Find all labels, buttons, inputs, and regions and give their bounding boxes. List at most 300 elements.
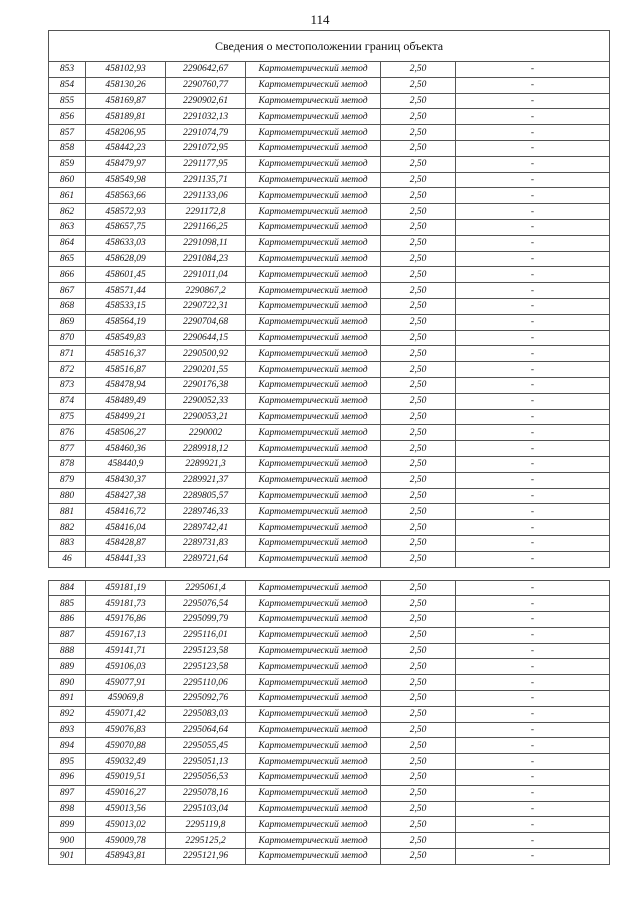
- point-number-cell: 874: [49, 393, 86, 409]
- method-cell: Картометрический метод: [246, 535, 381, 551]
- method-cell: Картометрический метод: [246, 596, 381, 612]
- point-number-cell: 875: [49, 409, 86, 425]
- x-coordinate-cell: 459013,56: [86, 801, 166, 817]
- accuracy-cell: 2,50: [381, 580, 456, 596]
- description-cell: -: [456, 109, 610, 125]
- table-title-row: [49, 31, 610, 62]
- table-row: [49, 580, 610, 596]
- point-number-cell: 892: [49, 706, 86, 722]
- x-coordinate-cell: 458657,75: [86, 219, 166, 235]
- method-cell: Картометрический метод: [246, 520, 381, 536]
- description-cell: -: [456, 283, 610, 299]
- table-row: [49, 849, 610, 865]
- method-cell: Картометрический метод: [246, 817, 381, 833]
- method-cell: Картометрический метод: [246, 488, 381, 504]
- table-row: [49, 109, 610, 125]
- y-coordinate-cell: 2289921,37: [166, 472, 246, 488]
- method-cell: Картометрический метод: [246, 627, 381, 643]
- method-cell: Картометрический метод: [246, 172, 381, 188]
- y-coordinate-cell: 2295061,4: [166, 580, 246, 596]
- y-coordinate-cell: 2290176,38: [166, 377, 246, 393]
- y-coordinate-cell: 2289731,83: [166, 535, 246, 551]
- y-coordinate-cell: 2295078,16: [166, 785, 246, 801]
- table-row: [49, 425, 610, 441]
- point-number-cell: 856: [49, 109, 86, 125]
- x-coordinate-cell: 458533,15: [86, 298, 166, 314]
- point-number-cell: 863: [49, 219, 86, 235]
- description-cell: -: [456, 627, 610, 643]
- accuracy-cell: 2,50: [381, 456, 456, 472]
- method-cell: Картометрический метод: [246, 377, 381, 393]
- table-row: [49, 817, 610, 833]
- accuracy-cell: 2,50: [381, 754, 456, 770]
- accuracy-cell: 2,50: [381, 706, 456, 722]
- method-cell: Картометрический метод: [246, 738, 381, 754]
- point-number-cell: 891: [49, 691, 86, 707]
- y-coordinate-cell: 2291098,11: [166, 235, 246, 251]
- description-cell: -: [456, 409, 610, 425]
- accuracy-cell: 2,50: [381, 551, 456, 567]
- table-row: [49, 204, 610, 220]
- table-row: [49, 456, 610, 472]
- description-cell: -: [456, 691, 610, 707]
- y-coordinate-cell: 2289721,64: [166, 551, 246, 567]
- accuracy-cell: 2,50: [381, 833, 456, 849]
- y-coordinate-cell: 2290642,67: [166, 62, 246, 78]
- y-coordinate-cell: 2289746,33: [166, 504, 246, 520]
- point-number-cell: 890: [49, 675, 86, 691]
- x-coordinate-cell: 459181,19: [86, 580, 166, 596]
- point-number-cell: 884: [49, 580, 86, 596]
- point-number-cell: 853: [49, 62, 86, 78]
- x-coordinate-cell: 458441,33: [86, 551, 166, 567]
- accuracy-cell: 2,50: [381, 330, 456, 346]
- x-coordinate-cell: 459141,71: [86, 643, 166, 659]
- description-cell: -: [456, 488, 610, 504]
- table-row: [49, 488, 610, 504]
- description-cell: -: [456, 125, 610, 141]
- table-title: Сведения о местоположении границ объекта: [49, 31, 610, 62]
- point-number-cell: 870: [49, 330, 86, 346]
- point-number-cell: 895: [49, 754, 86, 770]
- description-cell: -: [456, 612, 610, 628]
- table-row: [49, 283, 610, 299]
- x-coordinate-cell: 459106,03: [86, 659, 166, 675]
- description-cell: -: [456, 267, 610, 283]
- method-cell: Картометрический метод: [246, 504, 381, 520]
- x-coordinate-cell: 458564,19: [86, 314, 166, 330]
- table-row: [49, 535, 610, 551]
- description-cell: -: [456, 520, 610, 536]
- accuracy-cell: 2,50: [381, 140, 456, 156]
- x-coordinate-cell: 458506,27: [86, 425, 166, 441]
- point-number-cell: 893: [49, 722, 86, 738]
- method-cell: Картометрический метод: [246, 204, 381, 220]
- description-cell: -: [456, 188, 610, 204]
- table-row: [49, 346, 610, 362]
- accuracy-cell: 2,50: [381, 125, 456, 141]
- accuracy-cell: 2,50: [381, 722, 456, 738]
- description-cell: -: [456, 596, 610, 612]
- x-coordinate-cell: 459016,27: [86, 785, 166, 801]
- x-coordinate-cell: 458428,87: [86, 535, 166, 551]
- accuracy-cell: 2,50: [381, 393, 456, 409]
- table-row: [49, 62, 610, 78]
- y-coordinate-cell: 2295076,54: [166, 596, 246, 612]
- method-cell: Картометрический метод: [246, 62, 381, 78]
- x-coordinate-cell: 459076,83: [86, 722, 166, 738]
- accuracy-cell: 2,50: [381, 172, 456, 188]
- description-cell: -: [456, 785, 610, 801]
- method-cell: Картометрический метод: [246, 643, 381, 659]
- point-number-cell: 861: [49, 188, 86, 204]
- method-cell: Картометрический метод: [246, 691, 381, 707]
- y-coordinate-cell: 2290052,33: [166, 393, 246, 409]
- point-number-cell: 869: [49, 314, 86, 330]
- coordinates-sheet: [48, 30, 609, 865]
- method-cell: Картометрический метод: [246, 551, 381, 567]
- point-number-cell: 898: [49, 801, 86, 817]
- point-number-cell: 854: [49, 77, 86, 93]
- x-coordinate-cell: 458516,37: [86, 346, 166, 362]
- y-coordinate-cell: 2290704,68: [166, 314, 246, 330]
- method-cell: Картометрический метод: [246, 188, 381, 204]
- accuracy-cell: 2,50: [381, 425, 456, 441]
- accuracy-cell: 2,50: [381, 817, 456, 833]
- table-row: [49, 140, 610, 156]
- method-cell: Картометрический метод: [246, 77, 381, 93]
- x-coordinate-cell: 459176,86: [86, 612, 166, 628]
- method-cell: Картометрический метод: [246, 425, 381, 441]
- y-coordinate-cell: 2290002: [166, 425, 246, 441]
- table-row: [49, 188, 610, 204]
- table-row: [49, 738, 610, 754]
- point-number-cell: 881: [49, 504, 86, 520]
- table-row: [49, 267, 610, 283]
- point-number-cell: 896: [49, 770, 86, 786]
- method-cell: Картометрический метод: [246, 93, 381, 109]
- accuracy-cell: 2,50: [381, 77, 456, 93]
- accuracy-cell: 2,50: [381, 346, 456, 362]
- accuracy-cell: 2,50: [381, 362, 456, 378]
- description-cell: -: [456, 425, 610, 441]
- accuracy-cell: 2,50: [381, 109, 456, 125]
- accuracy-cell: 2,50: [381, 627, 456, 643]
- accuracy-cell: 2,50: [381, 535, 456, 551]
- accuracy-cell: 2,50: [381, 472, 456, 488]
- point-number-cell: 865: [49, 251, 86, 267]
- accuracy-cell: 2,50: [381, 675, 456, 691]
- y-coordinate-cell: 2290644,15: [166, 330, 246, 346]
- y-coordinate-cell: 2295064,64: [166, 722, 246, 738]
- point-number-cell: 860: [49, 172, 86, 188]
- point-number-cell: 873: [49, 377, 86, 393]
- accuracy-cell: 2,50: [381, 504, 456, 520]
- accuracy-cell: 2,50: [381, 298, 456, 314]
- point-number-cell: 857: [49, 125, 86, 141]
- table-row: [49, 362, 610, 378]
- table-row: [49, 219, 610, 235]
- point-number-cell: 885: [49, 596, 86, 612]
- description-cell: -: [456, 393, 610, 409]
- x-coordinate-cell: 459070,88: [86, 738, 166, 754]
- point-number-cell: 900: [49, 833, 86, 849]
- x-coordinate-cell: 458628,09: [86, 251, 166, 267]
- description-cell: -: [456, 643, 610, 659]
- point-number-cell: 897: [49, 785, 86, 801]
- description-cell: -: [456, 722, 610, 738]
- description-cell: -: [456, 754, 610, 770]
- method-cell: Картометрический метод: [246, 267, 381, 283]
- method-cell: Картометрический метод: [246, 441, 381, 457]
- description-cell: -: [456, 472, 610, 488]
- y-coordinate-cell: 2295099,79: [166, 612, 246, 628]
- description-cell: -: [456, 551, 610, 567]
- y-coordinate-cell: 2290902,61: [166, 93, 246, 109]
- description-cell: -: [456, 330, 610, 346]
- y-coordinate-cell: 2290201,55: [166, 362, 246, 378]
- description-cell: -: [456, 441, 610, 457]
- method-cell: Картометрический метод: [246, 409, 381, 425]
- y-coordinate-cell: 2295123,58: [166, 643, 246, 659]
- x-coordinate-cell: 459167,13: [86, 627, 166, 643]
- x-coordinate-cell: 459069,8: [86, 691, 166, 707]
- description-cell: -: [456, 314, 610, 330]
- x-coordinate-cell: 458478,94: [86, 377, 166, 393]
- table-row: [49, 675, 610, 691]
- point-number-cell: 855: [49, 93, 86, 109]
- accuracy-cell: 2,50: [381, 612, 456, 628]
- x-coordinate-cell: 458130,26: [86, 77, 166, 93]
- x-coordinate-cell: 458169,87: [86, 93, 166, 109]
- method-cell: Картометрический метод: [246, 785, 381, 801]
- x-coordinate-cell: 459019,51: [86, 770, 166, 786]
- accuracy-cell: 2,50: [381, 251, 456, 267]
- accuracy-cell: 2,50: [381, 488, 456, 504]
- method-cell: Картометрический метод: [246, 722, 381, 738]
- point-number-cell: 862: [49, 204, 86, 220]
- table-row: [49, 596, 610, 612]
- accuracy-cell: 2,50: [381, 188, 456, 204]
- accuracy-cell: 2,50: [381, 409, 456, 425]
- x-coordinate-cell: 459009,78: [86, 833, 166, 849]
- method-cell: Картометрический метод: [246, 456, 381, 472]
- x-coordinate-cell: 459071,42: [86, 706, 166, 722]
- x-coordinate-cell: 458206,95: [86, 125, 166, 141]
- method-cell: Картометрический метод: [246, 849, 381, 865]
- description-cell: -: [456, 93, 610, 109]
- description-cell: -: [456, 204, 610, 220]
- accuracy-cell: 2,50: [381, 596, 456, 612]
- accuracy-cell: 2,50: [381, 738, 456, 754]
- point-number-cell: 880: [49, 488, 86, 504]
- point-number-cell: 46: [49, 551, 86, 567]
- point-number-cell: 889: [49, 659, 86, 675]
- description-cell: -: [456, 346, 610, 362]
- y-coordinate-cell: 2291032,13: [166, 109, 246, 125]
- accuracy-cell: 2,50: [381, 283, 456, 299]
- accuracy-cell: 2,50: [381, 156, 456, 172]
- table-row: [49, 612, 610, 628]
- description-cell: -: [456, 817, 610, 833]
- accuracy-cell: 2,50: [381, 849, 456, 865]
- x-coordinate-cell: 458516,87: [86, 362, 166, 378]
- table-row: [49, 77, 610, 93]
- description-cell: -: [456, 456, 610, 472]
- point-number-cell: 901: [49, 849, 86, 865]
- method-cell: Картометрический метод: [246, 219, 381, 235]
- x-coordinate-cell: 458479,97: [86, 156, 166, 172]
- description-cell: -: [456, 504, 610, 520]
- y-coordinate-cell: 2295092,76: [166, 691, 246, 707]
- y-coordinate-cell: 2291133,06: [166, 188, 246, 204]
- x-coordinate-cell: 458416,04: [86, 520, 166, 536]
- y-coordinate-cell: 2295110,06: [166, 675, 246, 691]
- point-number-cell: 872: [49, 362, 86, 378]
- section-separator: [49, 567, 610, 580]
- x-coordinate-cell: 458460,36: [86, 441, 166, 457]
- method-cell: Картометрический метод: [246, 251, 381, 267]
- table-row: [49, 409, 610, 425]
- description-cell: -: [456, 770, 610, 786]
- accuracy-cell: 2,50: [381, 377, 456, 393]
- y-coordinate-cell: 2295123,58: [166, 659, 246, 675]
- point-number-cell: 883: [49, 535, 86, 551]
- table-row: [49, 627, 610, 643]
- method-cell: Картометрический метод: [246, 472, 381, 488]
- description-cell: -: [456, 675, 610, 691]
- x-coordinate-cell: 458572,93: [86, 204, 166, 220]
- accuracy-cell: 2,50: [381, 770, 456, 786]
- point-number-cell: 859: [49, 156, 86, 172]
- method-cell: Картометрический метод: [246, 314, 381, 330]
- method-cell: Картометрический метод: [246, 235, 381, 251]
- accuracy-cell: 2,50: [381, 235, 456, 251]
- y-coordinate-cell: 2289918,12: [166, 441, 246, 457]
- table-row: [49, 643, 610, 659]
- method-cell: Картометрический метод: [246, 140, 381, 156]
- table-row: [49, 833, 610, 849]
- description-cell: -: [456, 62, 610, 78]
- description-cell: -: [456, 849, 610, 865]
- method-cell: Картометрический метод: [246, 298, 381, 314]
- method-cell: Картометрический метод: [246, 675, 381, 691]
- x-coordinate-cell: 458499,21: [86, 409, 166, 425]
- y-coordinate-cell: 2290760,77: [166, 77, 246, 93]
- method-cell: Картометрический метод: [246, 754, 381, 770]
- table-row: [49, 441, 610, 457]
- y-coordinate-cell: 2291166,25: [166, 219, 246, 235]
- table-row: [49, 330, 610, 346]
- point-number-cell: 882: [49, 520, 86, 536]
- table-row: [49, 125, 610, 141]
- separator-cell: [49, 567, 610, 580]
- description-cell: -: [456, 235, 610, 251]
- accuracy-cell: 2,50: [381, 441, 456, 457]
- description-cell: -: [456, 140, 610, 156]
- accuracy-cell: 2,50: [381, 267, 456, 283]
- y-coordinate-cell: 2295056,53: [166, 770, 246, 786]
- y-coordinate-cell: 2295125,2: [166, 833, 246, 849]
- page-number: 114: [310, 12, 330, 27]
- y-coordinate-cell: 2295103,04: [166, 801, 246, 817]
- x-coordinate-cell: 458442,23: [86, 140, 166, 156]
- x-coordinate-cell: 458102,93: [86, 62, 166, 78]
- description-cell: -: [456, 535, 610, 551]
- point-number-cell: 888: [49, 643, 86, 659]
- description-cell: -: [456, 801, 610, 817]
- y-coordinate-cell: 2295121,96: [166, 849, 246, 865]
- table-row: [49, 706, 610, 722]
- description-cell: -: [456, 77, 610, 93]
- table-row: [49, 520, 610, 536]
- table-row: [49, 754, 610, 770]
- accuracy-cell: 2,50: [381, 204, 456, 220]
- accuracy-cell: 2,50: [381, 643, 456, 659]
- accuracy-cell: 2,50: [381, 219, 456, 235]
- y-coordinate-cell: 2289921,3: [166, 456, 246, 472]
- description-cell: -: [456, 251, 610, 267]
- description-cell: -: [456, 833, 610, 849]
- y-coordinate-cell: 2291177,95: [166, 156, 246, 172]
- point-number-cell: 899: [49, 817, 86, 833]
- table-row: [49, 314, 610, 330]
- description-cell: -: [456, 298, 610, 314]
- y-coordinate-cell: 2291172,8: [166, 204, 246, 220]
- description-cell: -: [456, 219, 610, 235]
- accuracy-cell: 2,50: [381, 62, 456, 78]
- description-cell: -: [456, 172, 610, 188]
- table-row: [49, 251, 610, 267]
- point-number-cell: 878: [49, 456, 86, 472]
- table-row: [49, 691, 610, 707]
- x-coordinate-cell: 459032,49: [86, 754, 166, 770]
- y-coordinate-cell: 2295119,8: [166, 817, 246, 833]
- method-cell: Картометрический метод: [246, 393, 381, 409]
- description-cell: -: [456, 738, 610, 754]
- point-number-cell: 868: [49, 298, 86, 314]
- x-coordinate-cell: 458430,37: [86, 472, 166, 488]
- x-coordinate-cell: 458601,45: [86, 267, 166, 283]
- accuracy-cell: 2,50: [381, 314, 456, 330]
- y-coordinate-cell: 2295051,13: [166, 754, 246, 770]
- accuracy-cell: 2,50: [381, 520, 456, 536]
- method-cell: Картометрический метод: [246, 801, 381, 817]
- x-coordinate-cell: 458563,66: [86, 188, 166, 204]
- x-coordinate-cell: 458943,81: [86, 849, 166, 865]
- point-number-cell: 864: [49, 235, 86, 251]
- y-coordinate-cell: 2291011,04: [166, 267, 246, 283]
- y-coordinate-cell: 2290500,92: [166, 346, 246, 362]
- y-coordinate-cell: 2290053,21: [166, 409, 246, 425]
- point-number-cell: 877: [49, 441, 86, 457]
- method-cell: Картометрический метод: [246, 125, 381, 141]
- table-row: [49, 172, 610, 188]
- accuracy-cell: 2,50: [381, 659, 456, 675]
- method-cell: Картометрический метод: [246, 362, 381, 378]
- y-coordinate-cell: 2295055,45: [166, 738, 246, 754]
- table-row: [49, 235, 610, 251]
- description-cell: -: [456, 156, 610, 172]
- method-cell: Картометрический метод: [246, 109, 381, 125]
- x-coordinate-cell: 459013,02: [86, 817, 166, 833]
- point-number-cell: 871: [49, 346, 86, 362]
- description-cell: -: [456, 580, 610, 596]
- table-row: [49, 801, 610, 817]
- y-coordinate-cell: 2291084,23: [166, 251, 246, 267]
- point-number-cell: 887: [49, 627, 86, 643]
- x-coordinate-cell: 458549,98: [86, 172, 166, 188]
